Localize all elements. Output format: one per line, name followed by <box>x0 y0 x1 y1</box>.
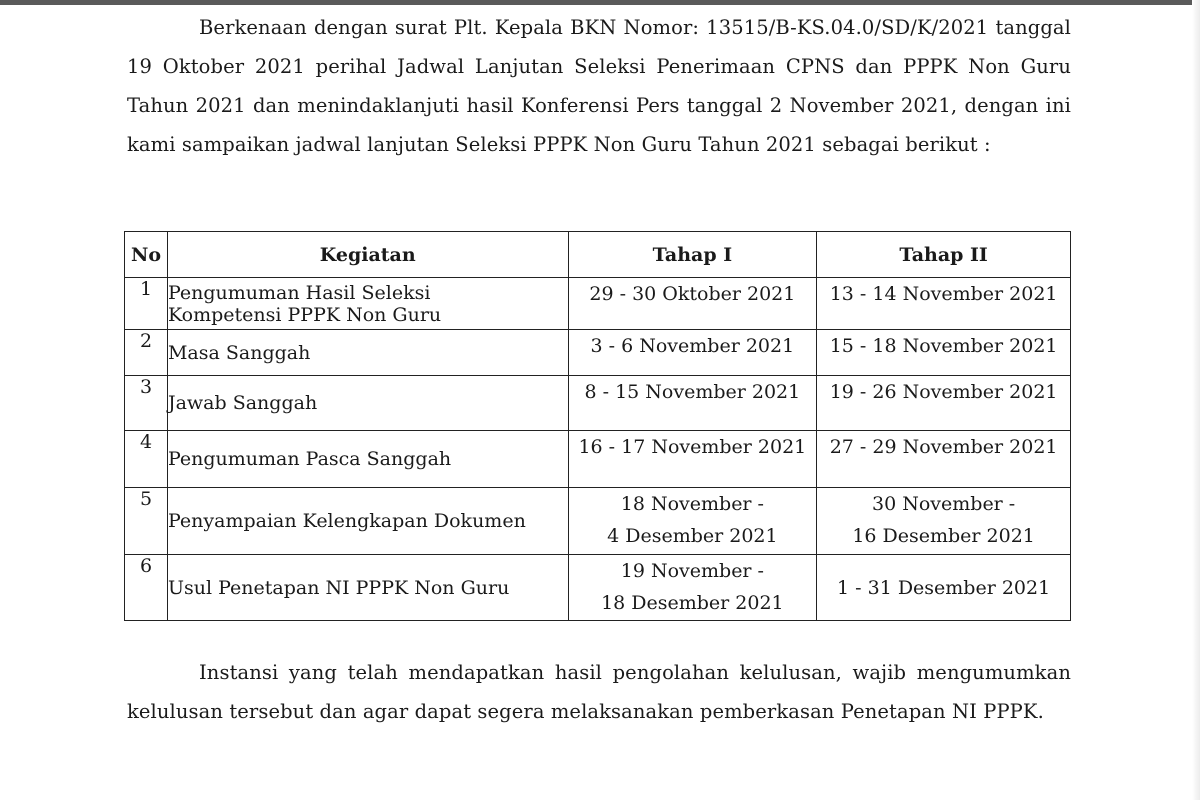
row-tahap-1 <box>568 488 817 555</box>
row-tahap-1 <box>568 330 817 376</box>
kegiatan-line: Penyampaian Kelengkapan Dokumen <box>167 510 526 532</box>
row-tahap-1 <box>568 278 817 330</box>
row-number: 2 <box>125 330 168 376</box>
kegiatan-line: Kompetensi PPPK Non Guru <box>167 303 442 326</box>
date-line: 4 Desember 2021 <box>607 525 778 547</box>
row-tahap-2 <box>817 488 1071 555</box>
row-tahap-1 <box>568 555 817 621</box>
kegiatan-line: Pengumuman Hasil Seleksi <box>167 281 431 304</box>
row-tahap-2 <box>817 431 1071 488</box>
header-kegiatan: Kegiatan <box>167 232 568 278</box>
header-no: No <box>125 232 168 278</box>
header-tahap-1: Tahap I <box>568 232 817 278</box>
date-line: 3 - 6 November 2021 <box>590 335 795 357</box>
date-line: 30 November - <box>872 493 1016 515</box>
page-edge-shadow <box>1192 0 1200 800</box>
window-top-bar <box>0 0 1200 5</box>
date-line: 8 - 15 November 2021 <box>584 381 801 403</box>
kegiatan-line: Pengumuman Pasca Sanggah <box>167 448 452 470</box>
row-kegiatan <box>167 555 568 621</box>
row-tahap-1 <box>568 431 817 488</box>
date-line: 18 November - <box>620 493 764 515</box>
date-line: 19 - 26 November 2021 <box>829 381 1058 403</box>
date-line: 18 Desember 2021 <box>601 592 784 614</box>
table-row <box>125 278 1071 330</box>
closing-section <box>127 653 1071 731</box>
row-tahap-2 <box>817 376 1071 431</box>
date-line: 19 November - <box>620 560 764 582</box>
row-number: 1 <box>125 278 168 330</box>
row-number: 6 <box>125 555 168 621</box>
date-line: 13 - 14 November 2021 <box>829 283 1058 305</box>
table-row <box>125 488 1071 555</box>
row-kegiatan <box>167 488 568 555</box>
row-number: 3 <box>125 376 168 431</box>
kegiatan-line: Masa Sanggah <box>167 341 311 364</box>
kegiatan-line: Usul Penetapan NI PPPK Non Guru <box>167 576 510 599</box>
schedule-table <box>124 231 1071 621</box>
row-kegiatan <box>167 278 568 330</box>
kegiatan-line: Jawab Sanggah <box>167 392 318 414</box>
table-row <box>125 330 1071 376</box>
date-line: 1 - 31 Desember 2021 <box>837 576 1051 599</box>
intro-paragraph: Berkenaan dengan surat Plt. Kepala BKN Nomor: 13515/B-KS.04.0/SD/K/2021 tanggal 19 Oktober 2021 perihal Jadwal Lanjutan Seleksi Penerimaan CPNS dan PPPK Non Guru Tahun 2021 dan menindaklanjuti hasil Konferensi Pers tanggal 2 November 2021, dengan ini kami sampaikan jadwal lanjutan Seleksi PPPK Non Guru Tahun 2021 sebagai berikut : <box>127 16 1071 156</box>
table-row <box>125 376 1071 431</box>
closing-paragraph: Instansi yang telah mendapatkan hasil pengolahan kelulusan, wajib mengumumkan kelulusan tersebut dan agar dapat segera melaksanakan pemberkasan Penetapan NI PPPK. <box>127 661 1071 723</box>
document-page <box>127 6 1071 164</box>
row-tahap-1 <box>568 376 817 431</box>
table-row <box>125 555 1071 621</box>
row-tahap-2 <box>817 330 1071 376</box>
row-kegiatan <box>167 431 568 488</box>
row-kegiatan <box>167 376 568 431</box>
table-row <box>125 431 1071 488</box>
row-number: 4 <box>125 431 168 488</box>
row-tahap-2 <box>817 278 1071 330</box>
row-number: 5 <box>125 488 168 555</box>
date-line: 27 - 29 November 2021 <box>829 436 1058 458</box>
date-line: 29 - 30 Oktober 2021 <box>589 283 796 305</box>
row-tahap-2 <box>817 555 1071 621</box>
header-tahap-2: Tahap II <box>817 232 1071 278</box>
table-header-row <box>125 232 1071 278</box>
date-line: 16 - 17 November 2021 <box>578 436 807 458</box>
row-kegiatan <box>167 330 568 376</box>
date-line: 16 Desember 2021 <box>852 525 1035 547</box>
date-line: 15 - 18 November 2021 <box>829 335 1058 357</box>
